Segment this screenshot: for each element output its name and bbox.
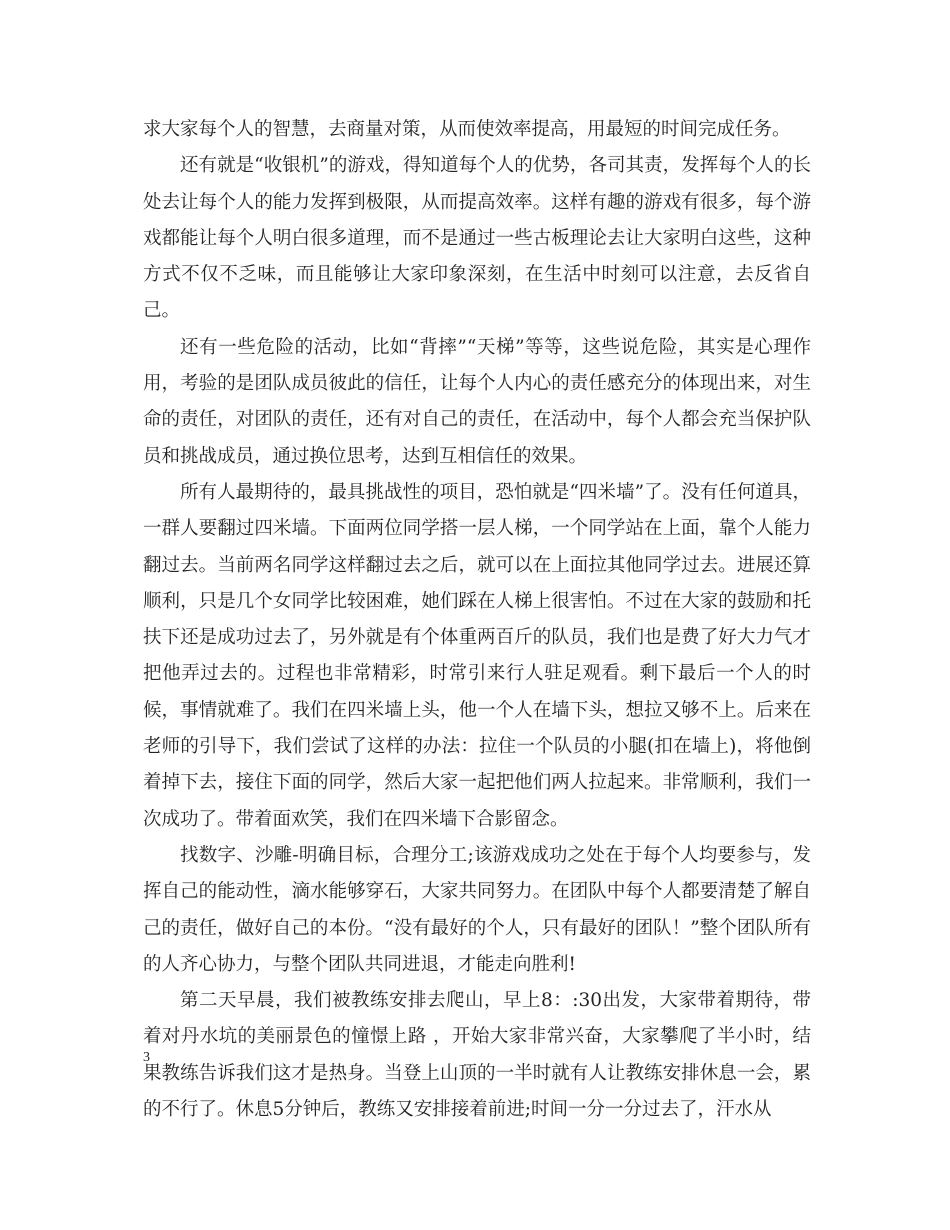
page-number: 3 (143, 1050, 150, 1065)
paragraph-2: 还有就是“收银机”的游戏，得知道每个人的优势，各司其责，发挥每个人的长处去让每个人的能力发挥到极限，从而提高效率。这样有趣的游戏有很多，每个游戏都能让每个人明白很多道理，而不是通过一些古板理论去让大家明白这些，这种方式不仅不乏味，而且能够让大家印象深刻，在生活中时刻可以注意，去反省自己。 (143, 155, 811, 322)
document-body (143, 112, 811, 1128)
paragraph-1: 求大家每个人的智慧，去商量对策，从而使效率提高，用最短的时间完成任务。 (143, 119, 791, 140)
paragraph-4: 所有人最期待的，最具挑战性的项目，恐怕就是“四米墙”了。没有任何道具，一群人要翻过四米墙。下面两位同学搭一层人梯，一个同学站在上面，靠个人能力翻过去。当前两名同学这样翻过去之后，就可以在上面拉其他同学过去。进展还算顺利，只是几个女同学比较困难，她们踩在人梯上很害怕。不过在大家的鼓励和托扶下还是成功过去了，另外就是有个体重两百斤的队员，我们也是费了好大力气才把他弄过去的。过程也非常精彩，时常引来行人驻足观看。剩下最后一个人的时候，事情就难了。我们在四米墙上头，他一个人在墙下头，想拉又够不上。后来在老师的引导下，我们尝试了这样的办法：拉住一个队员的小腿(扣在墙上)，将他倒着掉下去，接住下面的同学，然后大家一起把他们两人拉起来。非常顺利，我们一次成功了。带着面欢笑，我们在四米墙下合影留念。 (143, 481, 811, 830)
paragraph-6: 第二天早晨，我们被教练安排去爬山，早上8：:30出发，大家带着期待，带着对丹水坑的美丽景色的憧憬上路 ，开始大家非常兴奋，大家攀爬了半小时，结果教练告诉我们这才是热身。当登上山顶的一半时就有人让教练安排休息一会，累的不行了。休息5分钟后，教练又安排接着前进;时间一分一分过去了，汗水从 (143, 990, 811, 1121)
paragraph-3: 还有一些危险的活动，比如“背摔”“天梯”等等，这些说危险，其实是心理作用，考验的是团队成员彼此的信任，让每个人内心的责任感充分的体现出来，对生命的责任，对团队的责任，还有对自己的责任，在活动中，每个人都会充当保护队员和挑战成员，通过换位思考，达到互相信任的效果。 (143, 336, 811, 467)
paragraph-5: 找数字、沙雕-明确目标，合理分工;该游戏成功之处在于每个人均要参与，发挥自己的能动性，滴水能够穿石，大家共同努力。在团队中每个人都要清楚了解自己的责任，做好自己的本份。“没有最好的个人，只有最好的团队！”整个团队所有的人齐心协力，与整个团队共同进退，才能走向胜利! (143, 844, 811, 975)
